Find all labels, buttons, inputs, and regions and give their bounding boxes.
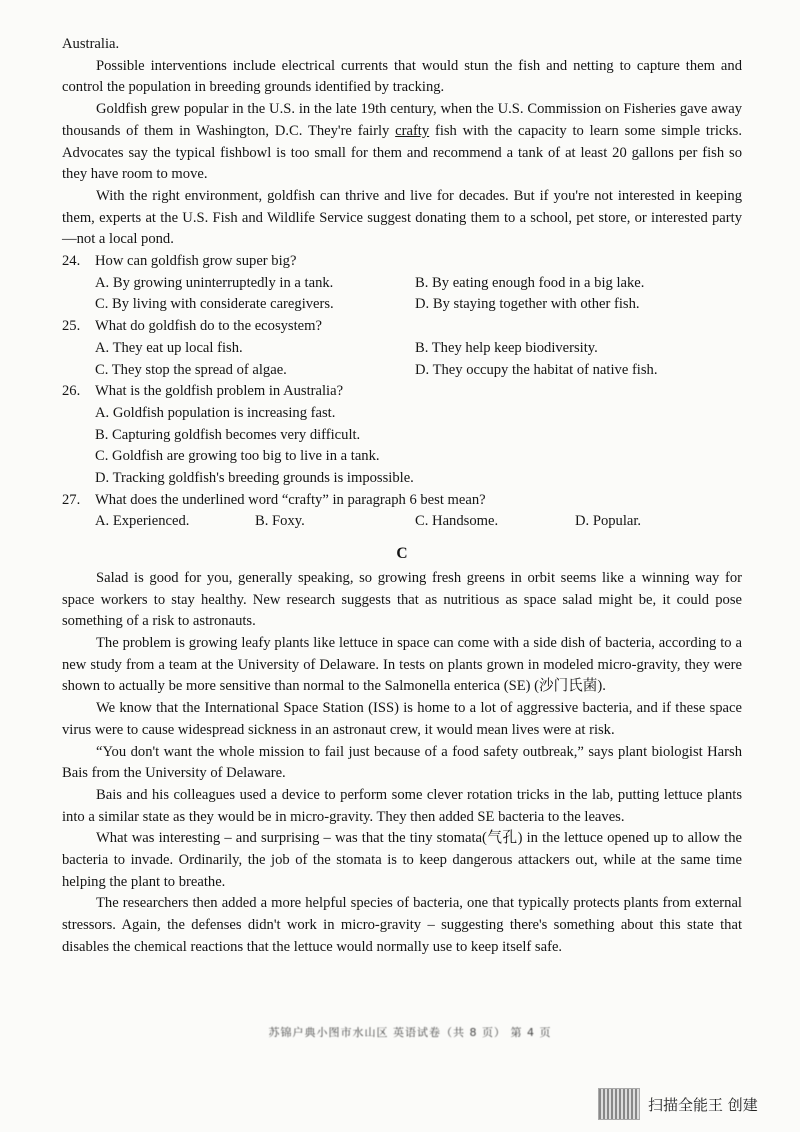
page-footer: 苏锦户典小图市水山区 英语试卷（共 8 页） 第 4 页 [268, 1026, 552, 1039]
passage-c-paragraph: “You don't want the whole mission to fail just because of a food safety outbreak,” says plant biologist Harsh Bais from the University of Delaware. [62, 743, 742, 782]
paragraph-australia-tail: Australia. [62, 36, 120, 52]
option-d: D. By staying together with other fish. [415, 296, 640, 313]
scanner-watermark [598, 1088, 758, 1120]
option-b: B. Foxy. [255, 513, 305, 530]
option-b: B. Capturing goldfish becomes very difficult. [95, 426, 361, 443]
question-24 [62, 251, 742, 273]
question-26-options [95, 403, 742, 490]
question-text: How can goldfish grow super big? [95, 253, 297, 270]
passage-c-paragraph: Salad is good for you, generally speaking, so growing fresh greens in orbit seems like a winning way for space workers to stay healthy. New research suggests that as nutritious as space salad might be, it could pose something of a risk to astronauts. [62, 569, 742, 630]
document-page [62, 34, 742, 959]
underlined-word-crafty: crafty [395, 122, 430, 139]
paragraph-popular-before: Goldfish grew popular in the U.S. in the late 19th century, when the U.S. Commission on Fisheries gave away thousands of them in Washington, D.C. They're fairly [62, 101, 742, 139]
scanner-label: 扫描全能王 创建 [648, 1095, 758, 1114]
passage-c-paragraph: What was interesting – and surprising – was that the tiny stomata(气孔) in the lettuce opened up to allow the bacteria to invade. Ordinarily, the job of the stomata is to keep dangerous attackers out, while at the same time helping the plant to breathe. [62, 830, 742, 890]
question-27 [62, 490, 742, 512]
passage-c-paragraph: The problem is growing leafy plants like lettuce in space can come with a side dish of bacteria, according to a new study from a team at the University of Delaware. In tests on plants grown in modeled micro-gravity, they were shown to actually be more sensitive than normal to the Salmonella enterica (SE) (沙门氏菌). [62, 634, 742, 695]
option-c: C. Handsome. [415, 513, 499, 530]
question-text: What is the goldfish problem in Australia? [95, 383, 344, 400]
passage-c-paragraph: The researchers then added a more helpful species of bacteria, one that typically protects plants from external stressors. Again, the defenses didn't work in micro-gravity – suggesting there's something about this state that disables the chemical reactions that the lettuce would normally use to keep itself safe. [62, 895, 742, 955]
option-b: B. By eating enough food in a big lake. [415, 274, 645, 291]
paragraph-popular-after: fish with the capacity to learn some simple tricks. Advocates say the typical fishbowl is too small for them and recommend a tank of at least 20 gallons per fish so they have room to move. [62, 122, 743, 183]
option-b: B. They help keep biodiversity. [415, 339, 598, 356]
question-25-options [95, 338, 742, 381]
question-25 [62, 316, 742, 338]
question-number: 27. [62, 491, 81, 508]
qr-code-icon [598, 1088, 640, 1120]
question-number: 24. [62, 253, 81, 270]
option-d: D. Popular. [575, 513, 642, 530]
option-c: C. By living with considerate caregivers. [95, 296, 334, 313]
question-number: 26. [62, 383, 81, 400]
passage-c-paragraph: We know that the International Space Station (ISS) is home to a lot of aggressive bacteria, and if these space virus were to cause widespread sickness in an astronaut crew, it would mean lives were at risk. [62, 700, 742, 738]
option-c: C. Goldfish are growing too big to live in a tank. [95, 448, 380, 465]
option-a: A. Experienced. [95, 513, 190, 530]
option-a: A. Goldfish population is increasing fast. [95, 404, 336, 421]
paragraph-environment: With the right environment, goldfish can thrive and live for decades. But if you're not interested in keeping them, experts at the U.S. Fish and Wildlife Service suggest donating them to a school, pet store, or interested party—not a local pond. [62, 187, 742, 248]
option-a: A. They eat up local fish. [95, 339, 243, 356]
option-a: A. By growing uninterruptedly in a tank. [95, 274, 334, 291]
paragraph-goldfish-popular [62, 99, 742, 186]
question-27-options [95, 511, 742, 533]
question-text: What do goldfish do to the ecosystem? [95, 318, 322, 335]
paragraph-interventions: Possible interventions include electrical currents that would stun the fish and netting to capture them and control the population in breeding grounds identified by tracking. [62, 57, 742, 96]
passage-c-paragraph: Bais and his colleagues used a device to perform some clever rotation tricks in the lab, putting lettuce plants into a similar state as they would be in micro-gravity. They then added SE bacteria to the leaves. [62, 786, 742, 825]
option-d: D. They occupy the habitat of native fish. [415, 361, 658, 378]
question-26 [62, 381, 742, 403]
option-c: C. They stop the spread of algae. [95, 361, 287, 378]
question-24-options [95, 273, 742, 316]
question-text: What does the underlined word “crafty” in paragraph 6 best mean? [95, 491, 486, 508]
question-number: 25. [62, 318, 81, 335]
option-d: D. Tracking goldfish's breeding grounds is impossible. [95, 470, 414, 487]
section-title: C [396, 545, 408, 563]
